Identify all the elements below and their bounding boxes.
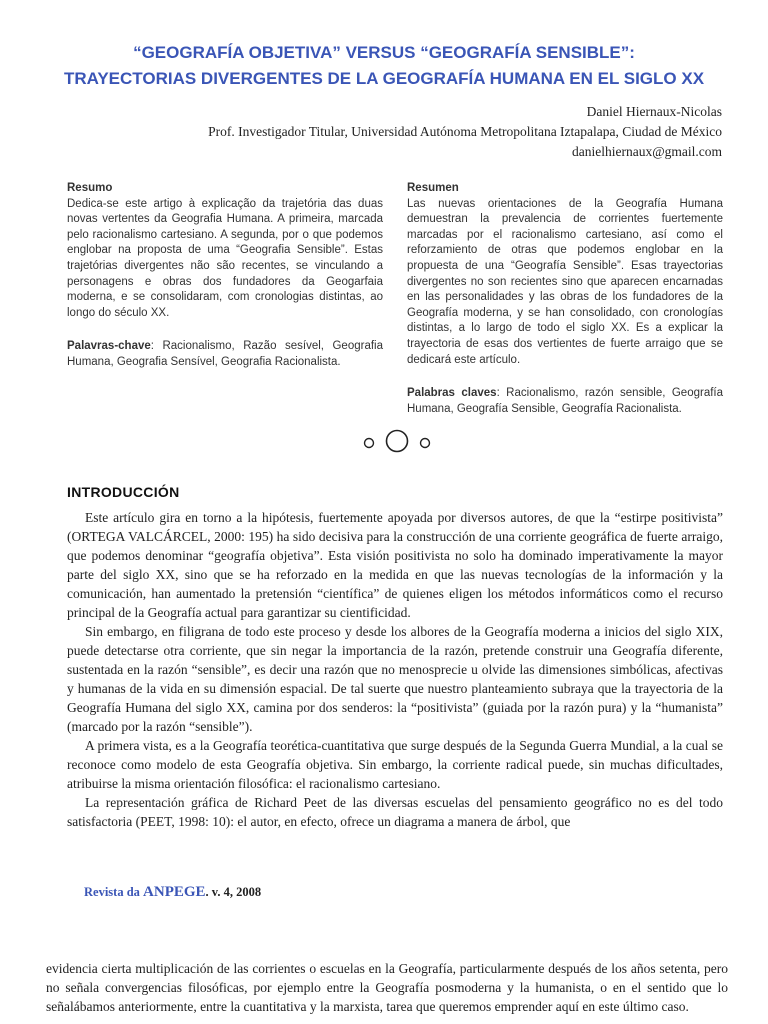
abstract-portuguese xyxy=(67,181,383,371)
author-email: danielhiernaux@gmail.com xyxy=(571,144,722,159)
abstract-pt-keywords xyxy=(67,339,383,370)
abstract-es-heading: Resumen xyxy=(407,182,459,194)
keywords-es-list: : Racionalismo, razón sensible, Geografía Humana, Geografía Sensible, Geografía Racionalista. xyxy=(407,387,723,415)
paragraph: A primera vista, es a la Geografía teorética-cuantitativa que surge después de la Segunda Guerra Mundial, a la cual se reconoce como modelo de esta Geografía objetiva. Sin embargo, la corriente radical puede, sin muchas dificultades, atribuirse la misma orientación filosófica: el racionalismo cartesiano. xyxy=(67,738,723,791)
title-line-1: “GEOGRAFÍA OBJETIVA” VERSUS “GEOGRAFÍA SENSIBLE”: xyxy=(133,43,635,62)
author-affiliation: Prof. Investigador Titular, Universidad Autónoma Metropolitana Iztapalapa, Ciudad de México xyxy=(208,124,722,139)
abstract-pt-body: Dedica-se este artigo à explicação da trajetória das duas novas vertentes da Geografia Humana. A primeira, marcada pelo racionalismo cartesiano. A segunda, por o que podemos englobar na proposta de uma “Geografia Sensible”. Estas trajetórias divergentes não são recentes, se vinculando a personagens e obras dos fundadores da Geogarfaia moderna, e se consolidaram, com cronologias distintas, ao longo do século XX. xyxy=(67,197,383,319)
paragraph: Este artículo gira en torno a la hipótesis, fuertemente apoyada por diversos autores, de que la “estirpe positivista” (ORTEGA VALCÁRCEL, 2000: 195) ha sido decisiva para la construcción de una corriente geográfica de fuerte arraigo, que podemos denominar “geografía objetiva”. Esta visión positivista no solo ha dominado imperativamente la mayor parte del siglo XX, sino que se ha reforzado en la medida en que las nuevas tecnologías de la información y la comunicación, han aumentado la pretensión “científica” de quienes eligen los métodos informáticos como el recurso principal de la Geografía actual para garantizar su cientificidad. xyxy=(67,510,723,620)
keywords-es-label: Palabras claves xyxy=(407,387,497,400)
circles-ornament-icon xyxy=(362,428,432,456)
keywords-pt-list: : Racionalismo, Razão sesível, Geografia Humana, Geografia Sensível, Geografia Racionalista. xyxy=(67,340,383,368)
abstract-es-keywords xyxy=(407,386,723,417)
article-title xyxy=(40,40,728,92)
title-line-2: TRAYECTORIAS DIVERGENTES DE LA GEOGRAFÍA HUMANA EN EL SIGLO XX xyxy=(63,69,705,88)
abstract-es-body: Las nuevas orientaciones de la Geografía Humana demuestran la prevalencia de corrientes fuertemente marcadas por el racionalismo cartesiano, así como el reforzamiento de otras que podemos englobar en la propuesta de una “Geografía Sensible”. Esas trayectorias divergentes no son recientes sino que aparecen encarnadas en las personalidades y las obras de los fundadores de la Geografía moderna, y se han consolidado, con cronologías distintas, a lo largo de todo el siglo XX. Es a explicar la trayectoria de esas dos vertientes de fuerte arraigo que se dedicará este artículo. xyxy=(407,197,723,366)
journal-footer xyxy=(84,884,261,901)
paragraph: La representación gráfica de Richard Peet de las diversas escuelas del pensamiento geográfico no es del todo satisfactoria (PEET, 1998: 10): el autor, en efecto, ofrece un diagrama a manera de árbol, que xyxy=(67,795,723,829)
footer-anpege: ANPEGE xyxy=(143,884,206,900)
author-name: Daniel Hiernaux-Nicolas xyxy=(586,104,722,119)
next-page-text xyxy=(46,959,728,1024)
main-body xyxy=(67,508,723,831)
paragraph: Sin embargo, en filigrana de todo este proceso y desde los albores de la Geografía moderna a inicios del siglo XIX, puede detectarse otra corriente, que sin negar la importancia de la razón, pretende construir una Geografía diferente, sustentada en la razón “sensible”, es decir una razón que no menosprecie u olvide las dimensiones simbólicas, afectivas y humanas de la vida en su dimensión espacial. De tal suerte que nuestro planteamiento subraya que la trayectoria de la Geografía Humana del siglo XX, camina por dos senderos: la “positivista” (guiada por la razón pura) y la “humanista” (marcado por la razón “sensible”). xyxy=(67,624,723,734)
author-block xyxy=(208,102,722,162)
abstract-pt-heading: Resumo xyxy=(67,182,113,194)
next-page-paragraph: evidencia cierta multiplicación de las corrientes o escuelas en la Geografía, particularmente después de los años setenta, pero no señala convergencias filosóficas, por ejemplo entre la Geografía posmoderna y la humanista, o en el sentido que lo señalábamos anteriormente, entre la cuantitativa y la marxista, tarea que queremos emprender aquí en este último caso. xyxy=(46,961,728,1014)
keywords-pt-label: Palavras-chave xyxy=(67,340,151,353)
footer-revista: Revista da xyxy=(84,885,144,899)
section-heading: INTRODUCCIÓN xyxy=(67,484,180,500)
footer-volume: . v. 4, 2008 xyxy=(205,885,262,899)
abstract-spanish xyxy=(407,181,723,417)
